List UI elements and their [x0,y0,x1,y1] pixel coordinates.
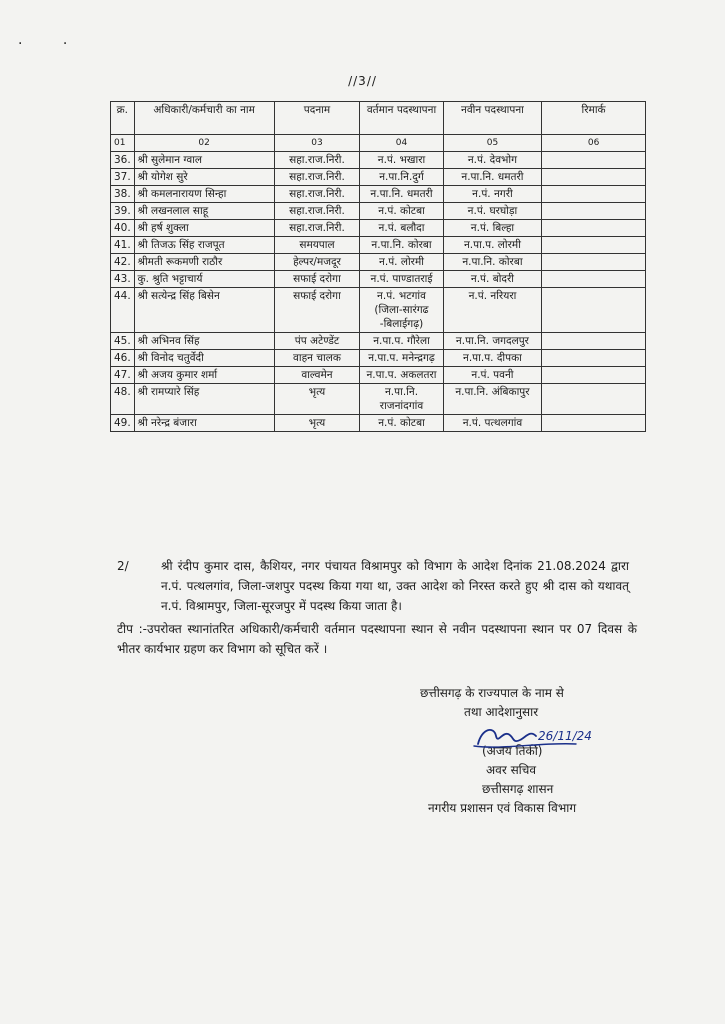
employee-name: श्रीमती रूकमणी राठौर [134,254,274,271]
current-posting: न.पं. कोटबा [360,415,443,432]
employee-post: सहा.राज.निरी. [274,169,360,186]
row-serial: 48. [111,384,135,415]
current-posting: न.पा.प. मनेन्द्रगढ़ [360,350,443,367]
current-posting: न.पा.नि. राजनांदगांव [360,384,443,415]
remark [542,333,646,350]
row-serial: 38. [111,186,135,203]
employee-post: सहा.राज.निरी. [274,152,360,169]
employee-name: श्री लखनलाल साहू [134,203,274,220]
new-posting: न.पं. बोदरी [443,271,541,288]
employee-post: हेल्पर/मजदूर [274,254,360,271]
employee-post: सहा.राज.निरी. [274,186,360,203]
remark [542,237,646,254]
employee-post: समयपाल [274,237,360,254]
department-name: नगरीय प्रशासन एवं विकास विभाग [428,801,577,815]
scan-marks: · · [18,36,86,52]
employee-name: श्री सत्येन्द्र सिंह बिसेन [134,288,274,333]
employee-name: श्री तिजऊ सिंह राजपूत [134,237,274,254]
remark [542,186,646,203]
new-posting: न.पं. देवभोग [443,152,541,169]
current-posting: न.पं. लोरमी [360,254,443,271]
header-current-posting: वर्तमान पदस्थापना [360,102,443,135]
government-name: छत्तीसगढ़ शासन [482,782,554,796]
column-number: 02 [134,135,274,152]
row-serial: 42. [111,254,135,271]
employee-post: सफाई दरोगा [274,271,360,288]
authority-line: छत्तीसगढ़ के राज्यपाल के नाम से [420,686,564,700]
current-posting: न.पं. कोटबा [360,203,443,220]
employee-name: श्री अजय कुमार शर्मा [134,367,274,384]
table-row [111,203,646,220]
paragraph-number: 2/ [117,559,129,573]
remark [542,271,646,288]
remark [542,203,646,220]
table-row [111,254,646,271]
row-serial: 49. [111,415,135,432]
table-row [111,271,646,288]
table-row [111,186,646,203]
current-posting: न.पा.नि. धमतरी [360,186,443,203]
table-row [111,152,646,169]
employee-post: भृत्य [274,415,360,432]
employee-name: श्री नरेन्द्र बंजारा [134,415,274,432]
row-serial: 46. [111,350,135,367]
transfer-table [110,101,646,432]
order-line: तथा आदेशानुसार [464,705,539,719]
column-number: 05 [443,135,541,152]
page-number: //3// [348,74,377,88]
current-posting: न.पं. भटगांव (जिला-सारंगढ -बिलाईगढ़) [360,288,443,333]
paragraph-2 [117,556,629,613]
signatory-designation: अवर सचिव [486,763,537,777]
header-new-posting: नवीन पदस्थापना [443,102,541,135]
remark [542,152,646,169]
employee-name: श्री सुलेमान ग्वाल [134,152,274,169]
employee-name: श्री रामप्यारे सिंह [134,384,274,415]
table-row [111,288,646,333]
remark [542,169,646,186]
table-row [111,220,646,237]
table-row [111,169,646,186]
employee-post: भृत्य [274,384,360,415]
remark [542,415,646,432]
current-posting: न.पं. पाण्डातराई [360,271,443,288]
header-remark: रिमार्क [542,102,646,135]
note-text: टीप :-उपरोक्त स्थानांतरित अधिकारी/कर्मचारी वर्तमान पदस्थापना स्थान से नवीन पदस्थापना स्थान पर 07 दिवस के भीतर कार्यभार ग्रहण कर विभाग को सूचित करें । [117,622,637,656]
remark [542,350,646,367]
employee-post: पंप अटेण्डेंट [274,333,360,350]
row-serial: 44. [111,288,135,333]
row-serial: 41. [111,237,135,254]
column-number-row [111,135,646,152]
table-row [111,333,646,350]
handwritten-signature [472,722,592,752]
table-row [111,367,646,384]
employee-name: श्री योगेश सुरे [134,169,274,186]
row-serial: 37. [111,169,135,186]
table-row [111,350,646,367]
signature-date: 26/11/24 [538,729,592,743]
header-post: पदनाम [274,102,360,135]
remark [542,288,646,333]
column-number: 06 [542,135,646,152]
employee-name: श्री हर्ष शुक्ला [134,220,274,237]
table-row [111,237,646,254]
table-header-row [111,102,646,135]
header-name: अधिकारी/कर्मचारी का नाम [134,102,274,135]
remark [542,367,646,384]
column-number: 01 [111,135,135,152]
table-row [111,415,646,432]
employee-name: श्री विनोद चतुर्वेदी [134,350,274,367]
employee-post: सहा.राज.निरी. [274,220,360,237]
employee-post: सफाई दरोगा [274,288,360,333]
new-posting: न.पं. नरियरा [443,288,541,333]
remark [542,220,646,237]
employee-post: वाल्वमेन [274,367,360,384]
new-posting: न.पा.प. दीपका [443,350,541,367]
employee-post: वाहन चालक [274,350,360,367]
current-posting: न.पं. भखारा [360,152,443,169]
new-posting: न.पा.नि. कोरबा [443,254,541,271]
new-posting: न.पं. पत्थलगांव [443,415,541,432]
employee-post: सहा.राज.निरी. [274,203,360,220]
new-posting: न.पं. पवनी [443,367,541,384]
row-serial: 47. [111,367,135,384]
employee-name: श्री कमलनारायण सिन्हा [134,186,274,203]
signatory-name: (अजय तिर्की) [482,744,543,758]
row-serial: 39. [111,203,135,220]
employee-name: कु. श्रुति भट्टाचार्य [134,271,274,288]
row-serial: 40. [111,220,135,237]
row-serial: 36. [111,152,135,169]
new-posting: न.पा.नि. अंबिकापुर [443,384,541,415]
remark [542,384,646,415]
new-posting: न.पा.नि. जगदलपुर [443,333,541,350]
column-number: 03 [274,135,360,152]
remark [542,254,646,271]
paragraph-2-text: श्री रंदीप कुमार दास, कैशियर, नगर पंचायत विश्रामपुर को विभाग के आदेश दिनांक 21.08.2024 द्वारा न.पं. पत्थलगांव, जिला-जशपुर पदस्थ किया गया था, उक्त आदेश को निरस्त करते हुए श्री दास को यथावत् न.पं. विश्रामपुर, जिला-सूरजपुर में पदस्थ किया जाता है। [161,559,629,613]
new-posting: न.पं. बिल्हा [443,220,541,237]
header-serial: क्र. [111,102,135,135]
column-number: 04 [360,135,443,152]
new-posting: न.पं. घरघोड़ा [443,203,541,220]
current-posting: न.पा.प. गौरेला [360,333,443,350]
new-posting: न.पा.नि. धमतरी [443,169,541,186]
current-posting: न.पा.नि. कोरबा [360,237,443,254]
current-posting: न.पं. बलौदा [360,220,443,237]
table-row [111,384,646,415]
row-serial: 45. [111,333,135,350]
new-posting: न.पा.प. लोरमी [443,237,541,254]
row-serial: 43. [111,271,135,288]
current-posting: न.पा.प. अकलतरा [360,367,443,384]
new-posting: न.पं. नगरी [443,186,541,203]
current-posting: न.पा.नि.दुर्ग [360,169,443,186]
employee-name: श्री अभिनव सिंह [134,333,274,350]
